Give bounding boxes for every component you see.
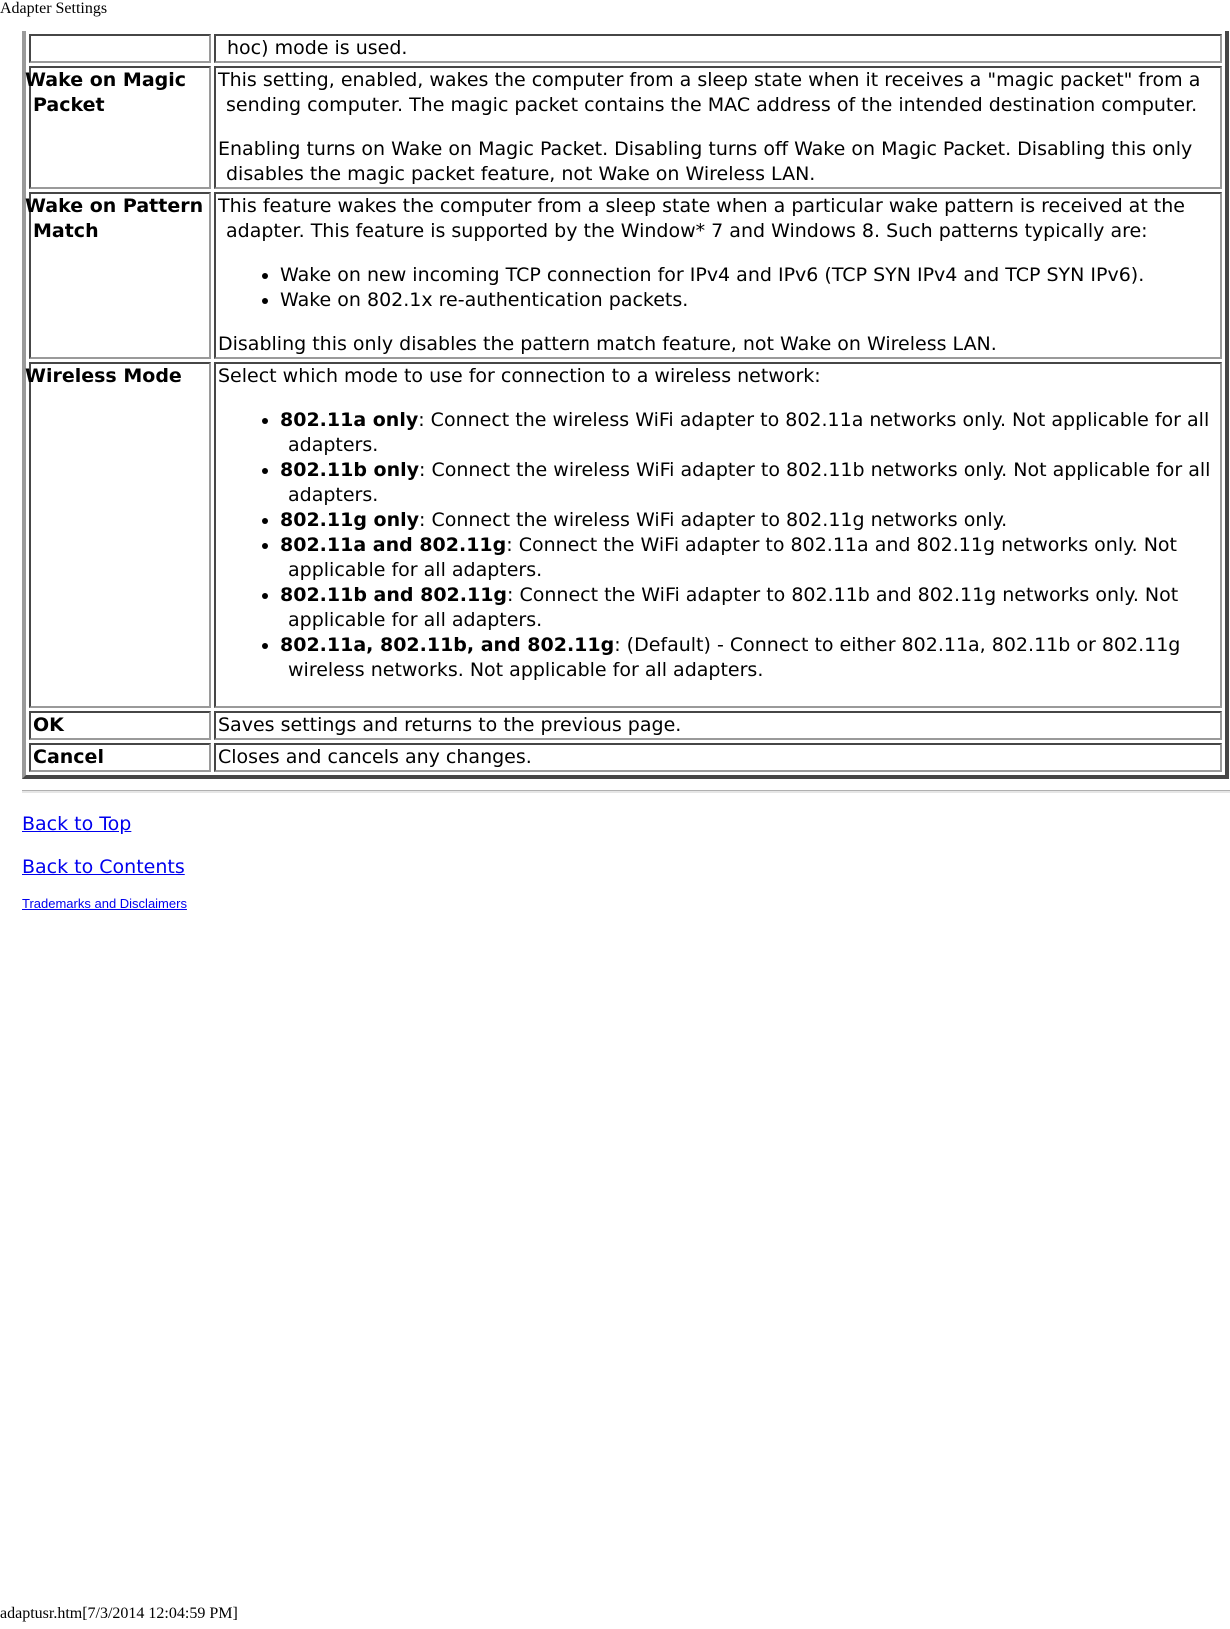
mode-text: : Connect the wireless WiFi adapter to 802.11a networks only. Not applicable for all adapters. — [288, 409, 1210, 456]
list-item — [280, 583, 1218, 633]
mode-term: 802.11a and 802.11g — [280, 534, 507, 556]
magic-packet-p1: This setting, enabled, wakes the computer from a sleep state when it receives a "magic packet" from a sending computer. The magic packet contains the MAC address of the intended destination computer. — [218, 69, 1201, 116]
mode-text: : Connect the WiFi adapter to 802.11a and 802.11g networks only. Not applicable for all adapters. — [288, 534, 1178, 581]
table-row — [29, 192, 1222, 359]
list-item — [280, 533, 1218, 583]
page-footer-url: adaptusr.htm[7/3/2014 12:04:59 PM] — [0, 1605, 238, 1622]
setting-name-wireless-mode: Wireless Mode — [29, 362, 211, 708]
list-item — [280, 408, 1218, 458]
setting-desc-pattern-match — [214, 192, 1222, 359]
setting-name-pattern-match: Wake on Pattern Match — [29, 192, 211, 359]
list-item: • Wake on 802.1x re-authentication packets. — [280, 288, 1218, 313]
mode-text: : (Default) - Connect to either 802.11a, 802.11b or 802.11g wireless networks. Not applicable for all adapters. — [288, 634, 1181, 681]
mode-text: : Connect the WiFi adapter to 802.11b and 802.11g networks only. Not applicable for all adapters. — [288, 584, 1179, 631]
wireless-mode-intro: Select which mode to use for connection to a wireless network: — [218, 365, 821, 387]
trademarks-link[interactable]: Trademarks and Disclaimers — [22, 896, 187, 911]
setting-desc-cancel: Closes and cancels any changes. — [214, 743, 1222, 772]
magic-packet-p2: Enabling turns on Wake on Magic Packet. Disabling turns off Wake on Magic Packet. Disabling this only disables the magic packet feature, not Wake on Wireless LAN. — [218, 138, 1193, 185]
wireless-mode-list — [218, 408, 1218, 683]
table-row — [29, 743, 1222, 772]
setting-desc-magic-packet — [214, 66, 1222, 189]
setting-name-ok: OK — [29, 711, 211, 740]
list-item: • Wake on new incoming TCP connection for IPv4 and IPv6 (TCP SYN IPv4 and TCP SYN IPv6). — [280, 263, 1218, 288]
mode-text: : Connect the wireless WiFi adapter to 802.11g networks only. — [419, 509, 1008, 531]
pattern-match-intro: This feature wakes the computer from a sleep state when a particular wake pattern is received at the adapter. This feature is supported by the Window* 7 and Windows 8. Such patterns typically are: — [218, 195, 1185, 242]
table-row — [29, 66, 1222, 189]
setting-desc-ok: Saves settings and returns to the previous page. — [214, 711, 1222, 740]
table-row — [29, 362, 1222, 708]
list-item — [280, 458, 1218, 508]
back-to-top-link[interactable]: Back to Top — [22, 813, 132, 835]
setting-name-cancel: Cancel — [29, 743, 211, 772]
back-to-contents-link[interactable]: Back to Contents — [22, 856, 185, 878]
pattern-match-outro: Disabling this only disables the pattern match feature, not Wake on Wireless LAN. — [218, 333, 997, 355]
mode-term: 802.11a, 802.11b, and 802.11g — [280, 634, 615, 656]
settings-table — [22, 31, 1229, 779]
setting-name-cell — [29, 34, 211, 63]
table-row — [29, 34, 1222, 63]
section-divider — [22, 790, 1230, 793]
continued-text: hoc) mode is used. — [227, 37, 408, 59]
list-item — [280, 633, 1218, 683]
page-header-title: Adapter Settings — [0, 0, 108, 17]
mode-term: 802.11b and 802.11g — [280, 584, 508, 606]
setting-desc-wireless-mode — [214, 362, 1222, 708]
mode-term: 802.11a only — [280, 409, 419, 431]
table-row — [29, 711, 1222, 740]
main-content — [22, 34, 1230, 912]
mode-term: 802.11b only — [280, 459, 420, 481]
mode-text: : Connect the wireless WiFi adapter to 802.11b networks only. Not applicable for all adapters. — [288, 459, 1211, 506]
setting-name-magic-packet: Wake on Magic Packet — [29, 66, 211, 189]
pattern-match-list — [218, 263, 1218, 313]
setting-desc-cell — [214, 34, 1222, 63]
list-item — [280, 508, 1218, 533]
mode-term: 802.11g only — [280, 509, 420, 531]
